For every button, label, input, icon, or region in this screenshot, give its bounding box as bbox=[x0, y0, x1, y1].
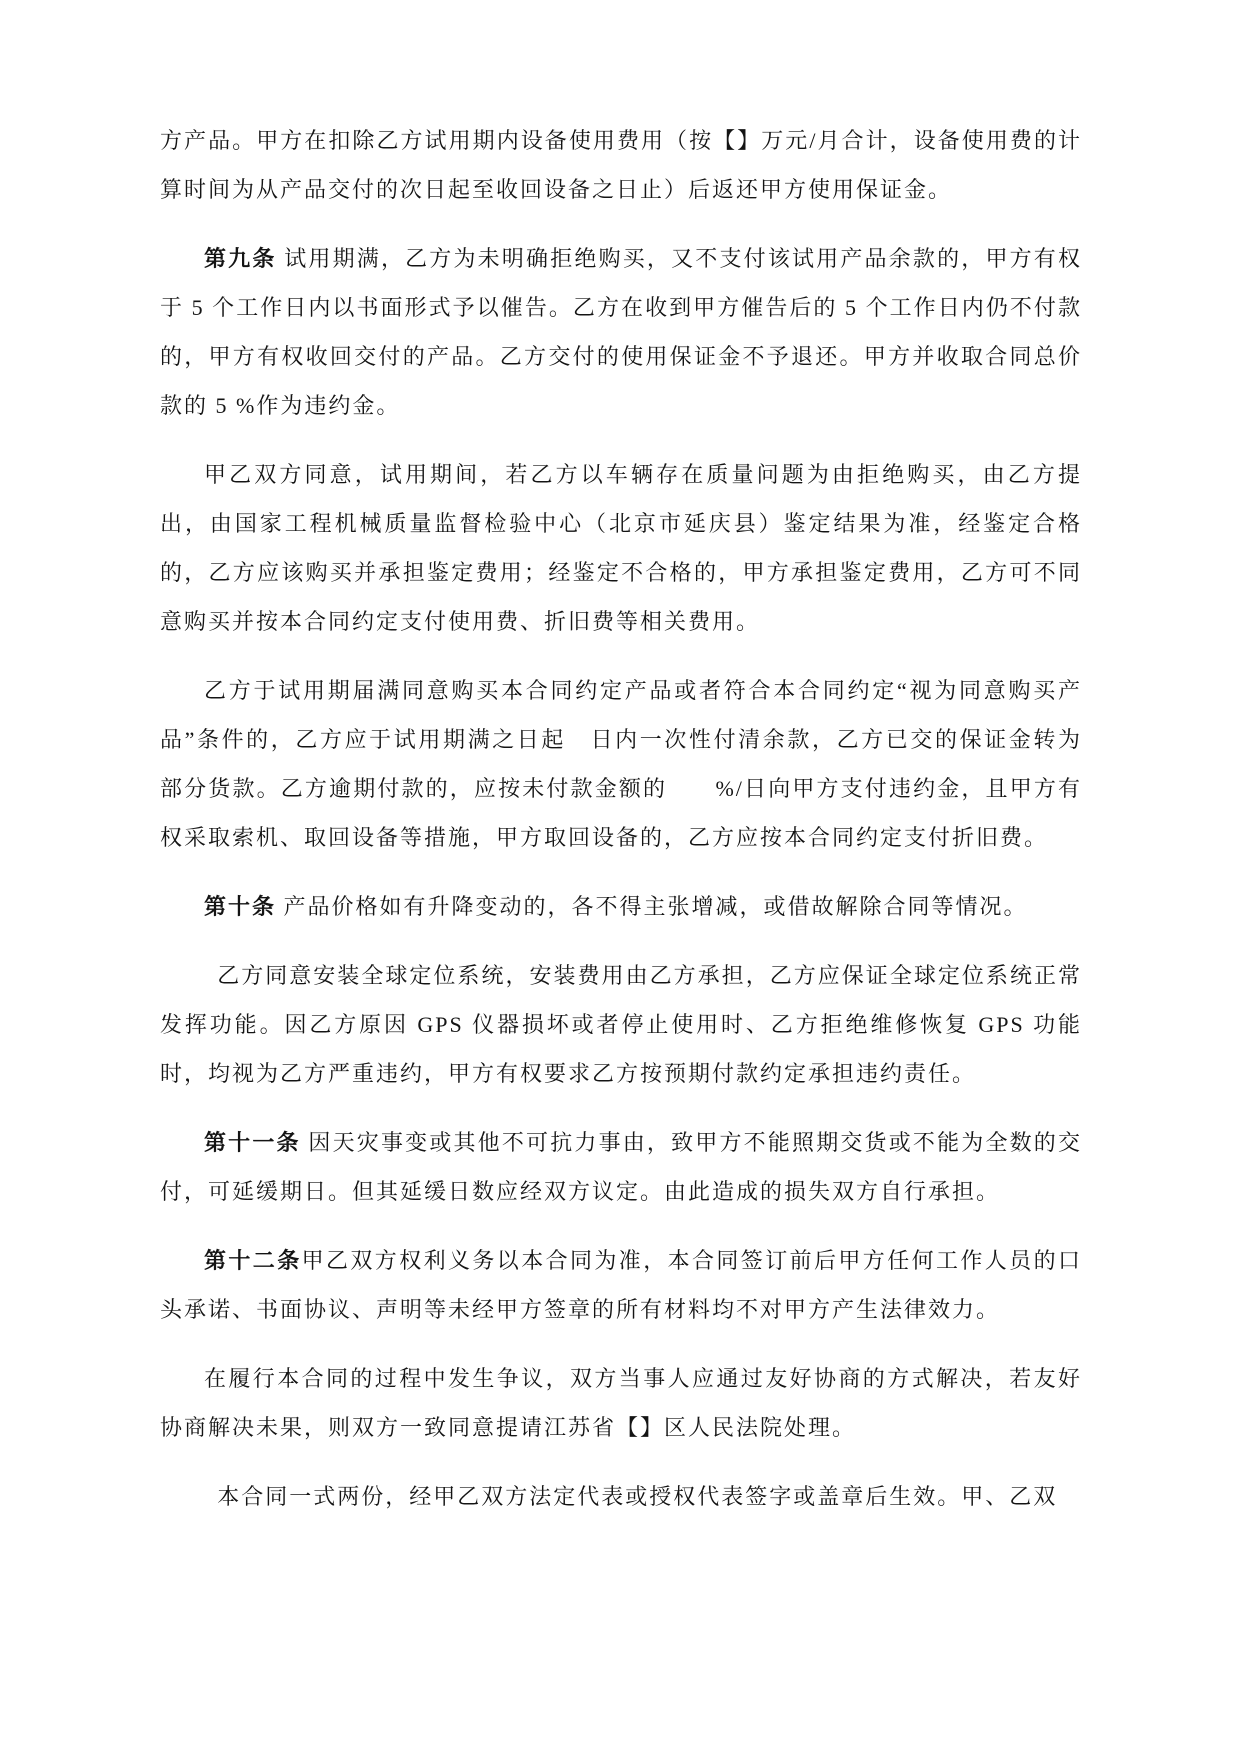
clause-11-heading: 第十一条 bbox=[204, 1130, 301, 1155]
paragraph-text: 试用期满，乙方为未明确拒绝购买，又不支付该试用产品余款的，甲方有权于 5 个工作日内以书面形式予以催告。乙方在收到甲方催告后的 5 个工作日内仍不付款的，甲方有权收回交付的产品。乙方交付的使用保证金不予退还。甲方并收取合同总价款的 5 %作为违约金。 bbox=[160, 246, 1082, 418]
paragraph-dispute-resolution bbox=[160, 1354, 1082, 1452]
paragraph-clause-12 bbox=[160, 1236, 1082, 1334]
paragraph-text: 在履行本合同的过程中发生争议，双方当事人应通过友好协商的方式解决，若友好协商解决未果，则双方一致同意提请江苏省【】区人民法院处理。 bbox=[160, 1366, 1082, 1440]
paragraph-purchase-payment bbox=[160, 666, 1082, 862]
clause-12-heading: 第十二条 bbox=[204, 1248, 302, 1273]
paragraph-gps-installation bbox=[160, 951, 1082, 1098]
paragraph-text: 甲乙双方权利义务以本合同为准，本合同签订前后甲方任何工作人员的口头承诺、书面协议、声明等未经甲方签章的所有材料均不对甲方产生法律效力。 bbox=[160, 1248, 1082, 1322]
clause-10-heading: 第十条 bbox=[204, 894, 277, 919]
paragraph-text: 乙方同意安装全球定位系统，安装费用由乙方承担，乙方应保证全球定位系统正常发挥功能。因乙方原因 GPS 仪器损坏或者停止使用时、乙方拒绝维修恢复 GPS 功能时，均视为乙方严重违约，甲方有权要求乙方按预期付款约定承担违约责任。 bbox=[160, 963, 1082, 1086]
paragraph-clause-9 bbox=[160, 234, 1082, 430]
paragraph-text: 因天灾事变或其他不可抗力事由，致甲方不能照期交货或不能为全数的交付，可延缓期日。但其延缓日数应经双方议定。由此造成的损失双方自行承担。 bbox=[160, 1130, 1082, 1204]
paragraph-inspection-agreement bbox=[160, 450, 1082, 646]
paragraph-clause-11 bbox=[160, 1118, 1082, 1216]
paragraph-text: 产品价格如有升降变动的，各不得主张增减，或借故解除合同等情况。 bbox=[276, 894, 1028, 919]
paragraph-clause-10 bbox=[160, 882, 1082, 931]
paragraph-text: 乙方于试用期届满同意购买本合同约定产品或者符合本合同约定“视为同意购买产品”条件的，乙方应于试用期满之日起 日内一次性付清余款，乙方已交的保证金转为部分货款。乙方逾期付款的，应按未付款金额的 %/日向甲方支付违约金，且甲方有权采取索机、取回设备等措施，甲方取回设备的，乙方应按本合同约定支付折旧费。 bbox=[160, 678, 1082, 850]
paragraph-text: 本合同一式两份，经甲乙双方法定代表或授权代表签字或盖章后生效。甲、乙双 bbox=[217, 1484, 1058, 1509]
paragraph-continuation bbox=[160, 116, 1082, 214]
clause-9-heading: 第九条 bbox=[204, 246, 277, 271]
paragraph-signatures-effectiveness bbox=[160, 1472, 1082, 1521]
paragraph-text: 方产品。甲方在扣除乙方试用期内设备使用费用（按【】万元/月合计，设备使用费的计算时间为从产品交付的次日起至收回设备之日止）后返还甲方使用保证金。 bbox=[160, 128, 1082, 202]
paragraph-text: 甲乙双方同意，试用期间，若乙方以车辆存在质量问题为由拒绝购买，由乙方提出，由国家工程机械质量监督检验中心（北京市延庆县）鉴定结果为准，经鉴定合格的，乙方应该购买并承担鉴定费用；经鉴定不合格的，甲方承担鉴定费用，乙方可不同意购买并按本合同约定支付使用费、折旧费等相关费用。 bbox=[160, 462, 1082, 634]
